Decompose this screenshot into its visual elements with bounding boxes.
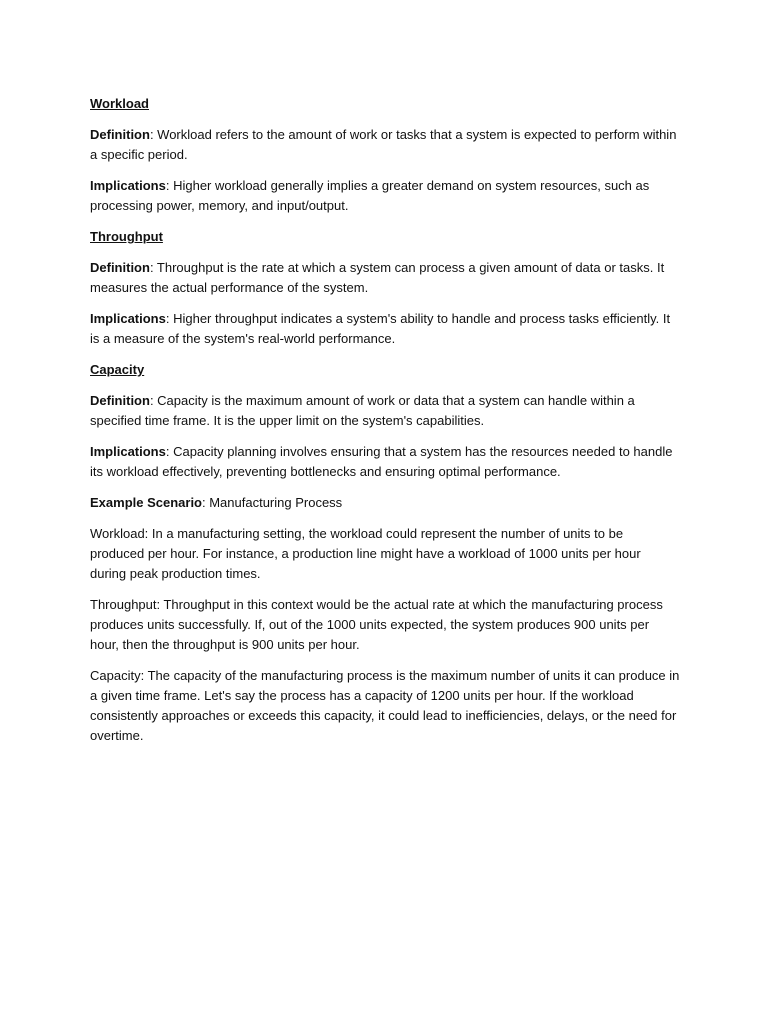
definition-paragraph-capacity — [90, 391, 680, 431]
implications-text: : Higher workload generally implies a greater demand on system resources, such as processing power, memory, and input/output. — [90, 178, 650, 213]
definition-label: Definition — [90, 260, 150, 275]
section-heading-capacity: Capacity — [90, 362, 145, 377]
example-scenario-text: : Manufacturing Process — [202, 495, 343, 510]
example-paragraph-throughput: Throughput: Throughput in this context would be the actual rate at which the manufacturing process produces units successfully. If, out of the 1000 units expected, the system produces 900 units per hour, then the throughput is 900 units per hour. — [90, 597, 663, 652]
definition-paragraph-workload — [90, 125, 680, 165]
definition-label: Definition — [90, 127, 150, 142]
example-scenario-label: Example Scenario — [90, 495, 202, 510]
implications-paragraph-capacity — [90, 442, 680, 482]
implications-text: : Higher throughput indicates a system's ability to handle and process tasks efficiently. It is a measure of the system's real-world performance. — [90, 311, 671, 346]
implications-paragraph-throughput — [90, 309, 680, 349]
definition-text: : Workload refers to the amount of work or tasks that a system is expected to perform within a specific period. — [90, 127, 677, 162]
document-page — [90, 94, 680, 757]
implications-label: Implications — [90, 178, 166, 193]
definition-label: Definition — [90, 393, 150, 408]
section-heading-workload: Workload — [90, 96, 149, 111]
implications-label: Implications — [90, 311, 166, 326]
definition-text: : Throughput is the rate at which a system can process a given amount of data or tasks. It measures the actual performance of the system. — [90, 260, 665, 295]
implications-text: : Capacity planning involves ensuring that a system has the resources needed to handle its workload effectively, preventing bottlenecks and ensuring optimal performance. — [90, 444, 673, 479]
section-heading-throughput: Throughput — [90, 229, 163, 244]
example-scenario-title — [90, 493, 680, 513]
definition-paragraph-throughput — [90, 258, 680, 298]
implications-paragraph-workload — [90, 176, 680, 216]
definition-text: : Capacity is the maximum amount of work or data that a system can handle within a specified time frame. It is the upper limit on the system's capabilities. — [90, 393, 635, 428]
example-paragraph-capacity: Capacity: The capacity of the manufacturing process is the maximum number of units it can produce in a given time frame. Let's say the process has a capacity of 1200 units per hour. If the workload consistently approaches or exceeds this capacity, it could lead to inefficiencies, delays, or the need for overtime. — [90, 668, 680, 743]
implications-label: Implications — [90, 444, 166, 459]
example-paragraph-workload: Workload: In a manufacturing setting, the workload could represent the number of units to be produced per hour. For instance, a production line might have a workload of 1000 units per hour during peak production times. — [90, 526, 641, 581]
